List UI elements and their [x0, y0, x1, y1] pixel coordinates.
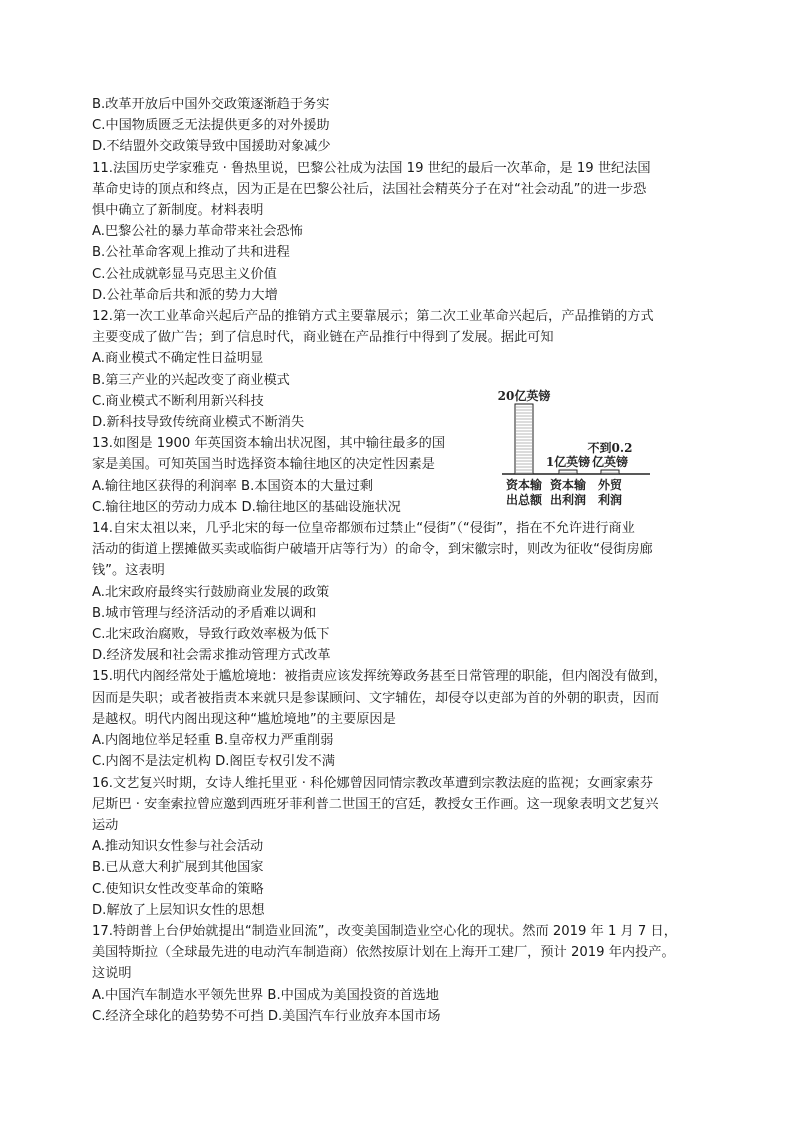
question-16-option-b: B.已从意大利扩展到其他国家 [92, 860, 264, 876]
question-17-stem: 美国特斯拉（全球最先进的电动汽车制造商）依然按原计划在上海开工建厂，预计 2019 年内投产。 [92, 945, 675, 961]
question-16-option-a: A.推动知识女性参与社会活动 [92, 839, 264, 855]
option-line: D.不结盟外交政策导致中国援助对象减少 [92, 139, 331, 155]
question-11-stem: 惧中确立了新制度。材料表明 [92, 203, 264, 219]
question-13-option-ab: A.输往地区获得的利润率 B.本国资本的大量过剩 [92, 478, 373, 494]
chart-category-label: 利润 [597, 493, 623, 507]
question-16-stem: 运动 [92, 817, 119, 833]
question-12-option-c: C.商业模式不断利用新兴科技 [92, 393, 264, 409]
chart-value-label: 20亿英镑 [497, 389, 551, 403]
question-11-stem: 革命史诗的顶点和终点，因为正是在巴黎公社后，法国社会精英分子在对“社会动乱”的进一步恐 [92, 181, 647, 197]
question-17-option-cd: C.经济全球化的趋势势不可挡 D.美国汽车行业放弃本国市场 [92, 1008, 441, 1024]
capital-export-chart [478, 382, 658, 512]
question-11-option-c: C.公社成就彰显马克思主义价值 [92, 266, 277, 282]
chart-category-label: 出总额 [505, 493, 543, 507]
question-13-stem: 13.如图是 1900 年英国资本输出状况图，其中输往最多的国 [92, 436, 446, 452]
chart-bar [515, 404, 533, 474]
question-11-option-b: B.公社革命客观上推动了共和进程 [92, 245, 290, 261]
chart-bar [601, 470, 619, 474]
question-14-option-c: C.北宋政治腐败，导致行政效率极为低下 [92, 627, 330, 643]
question-14-stem: 活动的街道上摆摊做买卖或临街户破墙开店等行为）的命令，到宋徽宗时，则改为征收“侵街房廊 [92, 542, 653, 558]
option-line: B.改革开放后中国外交政策逐渐趋于务实 [92, 97, 330, 112]
question-12-option-b: B.第三产业的兴起改变了商业模式 [92, 372, 290, 388]
question-11-stem: 11.法国历史学家雅克 · 鲁热里说，巴黎公社成为法国 19 世纪的最后一次革命，是 19 世纪法国 [92, 160, 651, 176]
question-16-option-d: D.解放了上层知识女性的思想 [92, 902, 265, 918]
question-13-option-cd: C.输往地区的劳动力成本 D.输往地区的基础设施状况 [92, 499, 401, 515]
question-14-option-d: D.经济发展和社会需求推动管理方式改革 [92, 648, 331, 664]
chart-category-label: 资本输 [505, 478, 543, 492]
exam-page [92, 94, 702, 1027]
question-16-option-c: C.使知识女性改变革命的策略 [92, 881, 264, 897]
question-11-option-a: A.巴黎公社的暴力革命带来社会恐怖 [92, 224, 303, 240]
question-17-option-ab: A.中国汽车制造水平领先世界 B.中国成为美国投资的首选地 [92, 987, 439, 1003]
option-line: C.中国物质匮乏无法提供更多的对外援助 [92, 118, 330, 134]
question-12-option-a: A.商业模式不确定性日益明显 [92, 351, 264, 367]
chart-value-label: 1亿英镑 [545, 455, 591, 469]
question-14-stem: 钱”。这表明 [92, 563, 165, 579]
chart-bar [559, 470, 577, 474]
question-17-stem: 17.特朗普上台伊始就提出“制造业回流”，改变美国制造业空心化的现状。然而 2019 年 1 月 7 日， [92, 923, 677, 939]
chart-value-label: 不到0.2 [587, 441, 633, 455]
question-16-stem: 16.文艺复兴时期，女诗人维托里亚 · 科伦娜曾因同情宗教改革遭到宗教法庭的监视；女画家索芬 [92, 775, 654, 791]
question-15-stem: 是越权。明代内阁出现这种“尴尬境地”的主要原因是 [92, 711, 396, 727]
chart-value-label: 亿英镑 [591, 455, 629, 469]
question-14-stem: 14.自宋太祖以来，几乎北宋的每一位皇帝都颁布过禁止“侵街”（“侵街”，指在不允许进行商业 [92, 521, 635, 537]
question-12-stem: 主要变成了做广告；到了信息时代，商业链在产品推行中得到了发展。据此可知 [92, 330, 554, 346]
question-17-stem: 这说明 [92, 966, 132, 982]
chart-category-label: 出利润 [549, 493, 587, 507]
question-15-stem: 15.明代内阁经常处于尴尬境地：被指责应该发挥统筹政务甚至日常管理的职能，但内阁没有做到， [92, 669, 667, 685]
chart-category-label: 外贸 [597, 478, 623, 492]
question-14-option-a: A.北宋政府最终实行鼓励商业发展的政策 [92, 584, 330, 600]
question-15-option-ab: A.内阁地位举足轻重 B.皇帝权力严重削弱 [92, 733, 334, 749]
chart-category-label: 资本输 [549, 478, 587, 492]
question-14-option-b: B.城市管理与经济活动的矛盾难以调和 [92, 605, 317, 621]
question-11-option-d: D.公社革命后共和派的势力大增 [92, 287, 278, 303]
question-12-stem: 12.第一次工业革命兴起后产品的推销方式主要靠展示；第二次工业革命兴起后，产品推销的方式 [92, 309, 654, 325]
question-15-option-cd: C.内阁不是法定机构 D.阁臣专权引发不满 [92, 754, 335, 770]
question-12-option-d: D.新科技导致传统商业模式不断消失 [92, 415, 305, 431]
question-13-stem: 家是美国。可知英国当时选择资本输往地区的决定性因素是 [92, 457, 435, 473]
question-16-stem: 尼斯巴 · 安奎索拉曾应邀到西班牙菲利普二世国王的宫廷，教授女王作画。这一现象表明文艺复兴 [92, 796, 659, 812]
question-15-stem: 因而是失职；或者被指责本来就只是参谋顾问、文字辅佐，却侵夺以吏部为首的外朝的职责，因而 [92, 690, 660, 706]
